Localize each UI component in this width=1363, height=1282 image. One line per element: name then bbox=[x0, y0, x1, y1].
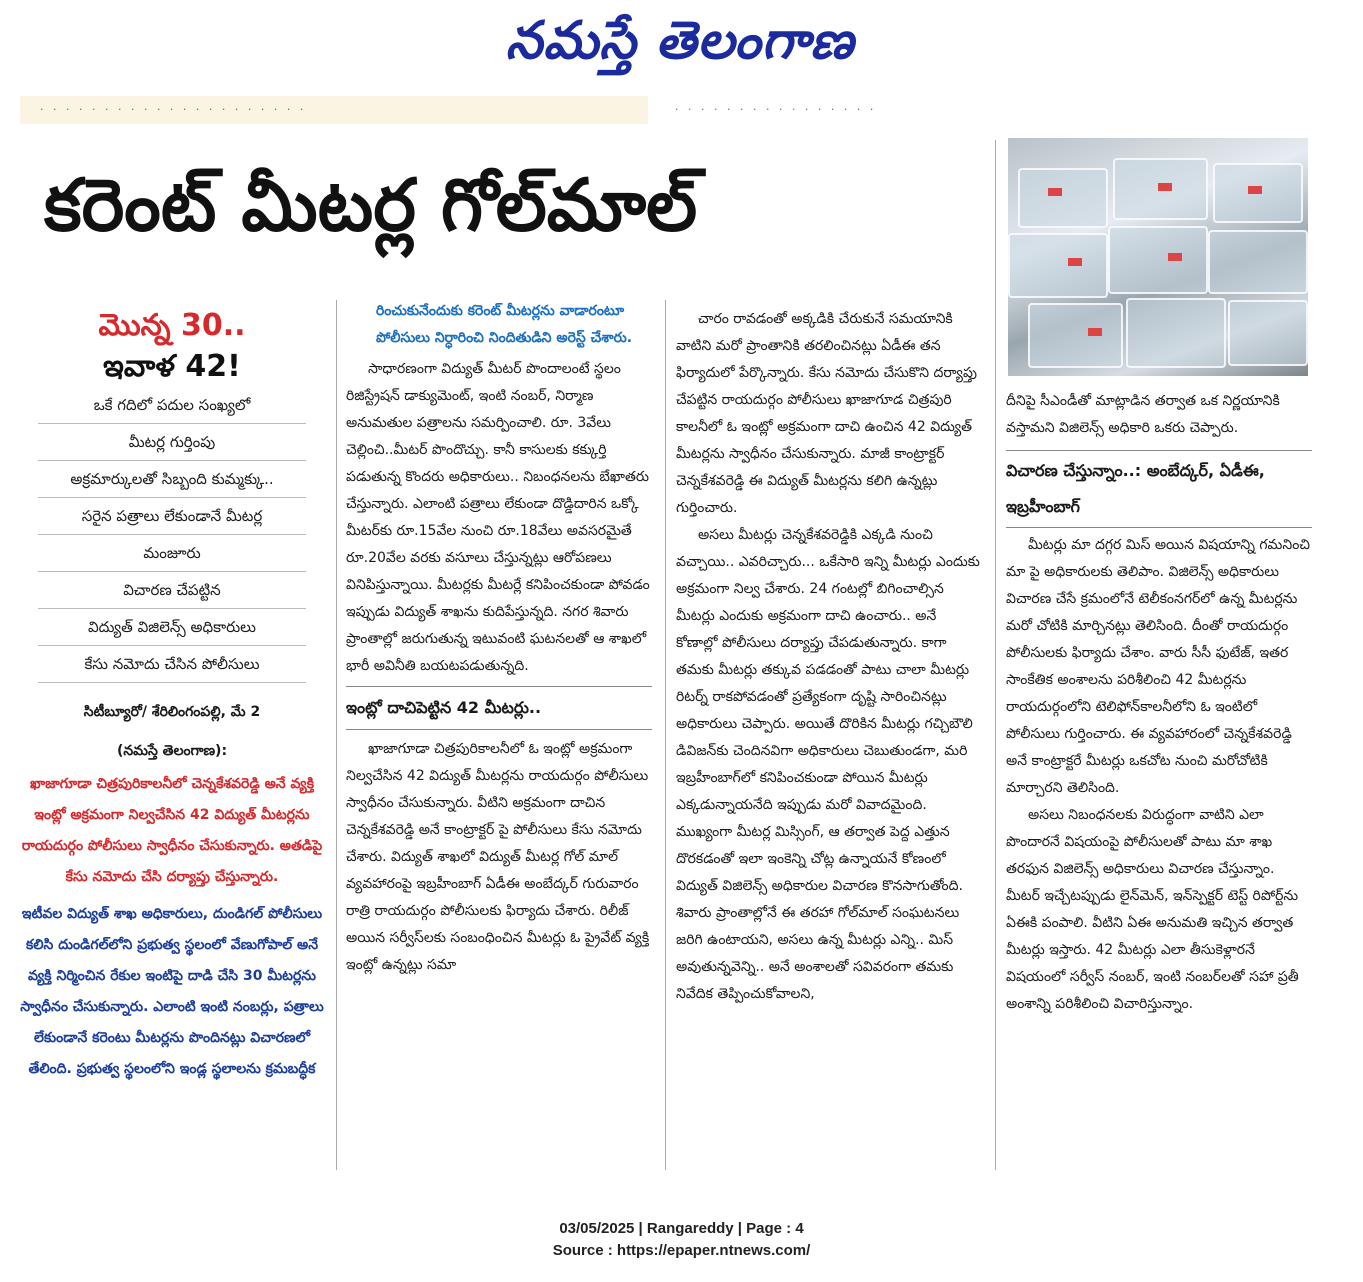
body-paragraph: అసలు నిబంధనలకు విరుద్ధంగా వాటిని ఎలా పొందారనే విషయంపై పోలీసులతో పాటు మా శాఖ తరఫున విజిలెన్స్ అధికారులు విచారణ చేస్తున్నాం. మీటర్ ఇచ్చేటప్పుడు లైన్‌మెన్, ఇన్‌స్పెక్టర్ టెస్ట్ రిపోర్ట్‌ను ఏఈకి పంపాలి. వీటిని ఏఈ అనుమతి ఇచ్చిన తర్వాత మీటర్లు ఇస్తారు. 42 మీటర్లు ఎలా తీసుకెళ్లారనే విషయంలో సర్వీస్ నంబర్, ఇంటి నంబర్‌లతో సహా ప్రతీ అంశాన్ని పరిశీలించి విచారిస్తున్నాం. bbox=[1006, 807, 1299, 1012]
column-divider bbox=[336, 300, 337, 1170]
deck-line: విచారణ చేపట్టిన bbox=[38, 572, 306, 609]
edition-info: 03/05/2025 | Rangareddy | Page : 4 bbox=[559, 1220, 804, 1237]
kicker-black: ఇవాళ 42! bbox=[103, 349, 241, 384]
deck-line: మీటర్ల గుర్తింపు bbox=[38, 424, 306, 461]
page-footer bbox=[0, 1218, 1363, 1262]
summary-red: ఖాజాగూడా చిత్రపురికాలనీలో చెన్నకేశవరెడ్డి అనే వ్యక్తి ఇంట్లో అక్రమంగా నిల్వచేసిన 42 విద్యుత్ మీటర్లను రాయదుర్గం పోలీసులు స్వాధీనం చేసుకున్నారు. అతడిపై కేసు నమోదు చేసి దర్యాప్తు చేస్తున్నారు. bbox=[21, 776, 323, 885]
summary-blue: ఇటీవల విద్యుత్ శాఖ అధికారులు, దుండిగల్ పోలీసులు కలిసి దుండిగల్‌లోని ప్రభుత్వ స్థలంలో వేణుగోపాల్ అనే వ్యక్తి నిర్మించిన రేకుల ఇంటిపై దాడి చేసి 30 మీటర్లను స్వాధీనం చేసుకున్నారు. ఎలాంటి ఇంటి నంబర్లు, పత్రాలు లేకుండానే కరెంటు మీటర్లను పొందినట్లు విచారణలో తేలింది. ప్రభుత్వ స్థలంలోని ఇండ్ల స్థలాలను క్రమబద్ధీక bbox=[20, 906, 324, 1077]
body-paragraph: ఖాజాగూడా చిత్రపురికాలనీలో ఓ ఇంట్లో అక్రమంగా నిల్వచేసిన 42 విద్యుత్ మీటర్లను రాయదుర్గం పోలీసులు స్వాధీనం చేసుకున్నారు. వీటిని అక్రమంగా దాచిన చెన్నకేశవరెడ్డి అనే కాంట్రాక్టర్ పై పోలీసులు కేసు నమోదు చేశారు. విద్యుత్ శాఖలో విద్యుత్ మీటర్ల గోల్ మాల్ వ్యవహారంపై ఇబ్రహీంబాగ్ ఏడీఈ అంబేద్కర్ గురువారం రాత్రి రాయదుర్గం పోలీసులకు ఫిర్యాదు చేశారు. రిలీజ్ అయిన సర్వీస్‌లకు సంబంధించిన మీటర్లు ఓ ప్రైవేట్ వ్యక్తి ఇంట్లో ఉన్నట్లు సమా bbox=[346, 741, 650, 973]
deck-line: ఒకే గదిలో పదుల సంఖ్యలో bbox=[38, 387, 306, 424]
deck-line: కేసు నమోదు చేసిన పోలీసులు bbox=[38, 646, 306, 683]
column-sidebar bbox=[18, 305, 326, 1085]
dateline: సిటీబ్యూరో/ శేరిలింగంపల్లి, మే 2 bbox=[83, 704, 261, 720]
column-divider bbox=[665, 300, 666, 1170]
subheading: ఇంట్లో దాచిపెట్టిన 42 మీటర్లు.. bbox=[346, 686, 652, 730]
column-2 bbox=[346, 298, 652, 979]
deck-line: అక్రమార్కులతో సిబ్బంది కుమ్మక్కు.. bbox=[38, 461, 306, 498]
subheading: విచారణ చేస్తున్నాం..: అంబేద్కర్, ఏడీఈ, ఇబ్రహీంబాగ్ bbox=[1006, 450, 1312, 528]
article-headline: కరెంట్ మీటర్ల గోల్‌మాల్ bbox=[44, 163, 698, 247]
column-4 bbox=[1006, 388, 1312, 1018]
body-paragraph: అసలు మీటర్లు చెన్నకేశవరెడ్డికి ఎక్కడి నుంచి వచ్చాయి.. ఎవరిచ్చారు... ఒకేసారి ఇన్ని మీటర్లు ఎందుకు అక్రమంగా నిల్వ చేశారు. 24 గంటల్లో బిగించాల్సిన మీటర్లు ఎందుకు అక్రమంగా దాచి ఉంచారు.. అనే కోణాల్లో పోలీసులు దర్యాప్తు చేపడుతున్నారు. కాగా తమకు మీటర్లు తక్కువ పడడంతో పాటు చాలా మీటర్లు రిటర్న్ రాకపోవడంతో ప్రత్యేకంగా దృష్టి సారించినట్లు అధికారులు చెప్పారు. అయితే దొరికిన మీటర్లు గచ్చిబౌలి డివిజన్‌కు చెందినవిగా అధికారులు చెబుతుండగా, మరి ఇబ్రహీంబాగ్‌లో కనిపించకుండా పోయిన మీటర్లు ఎక్కడున్నాయనేది ఇప్పుడు మరో వివాదమైంది. ముఖ్యంగా మీటర్ల మిస్సింగ్, ఆ తర్వాత పెద్ద ఎత్తున దొరకడంతో ఇలా ఇంకెన్ని చోట్ల ఉన్నాయనే కోణంలో విద్యుత్ విజిలెన్స్ అధికారుల విచారణ కొనసాగుతోంది. శివారు ప్రాంతాల్లోనే ఈ తరహా గోల్‌మాల్ సంఘటనలు జరిగి ఉంటాయని, అసలు ఉన్న మీటర్లు ఎన్ని.. మిస్ అవుతున్నవెన్ని.. అనే అంశాలతో సవివరంగా తమకు నివేదిక తెప్పించుకోవాలని, bbox=[676, 527, 980, 1002]
source-link[interactable]: Source : https://epaper.ntnews.com/ bbox=[552, 1242, 811, 1259]
deck-line: మంజూరు bbox=[38, 535, 306, 572]
deck-line: సరైన పత్రాలు లేకుండానే మీటర్ల bbox=[38, 498, 306, 535]
column-3 bbox=[676, 306, 982, 1008]
body-paragraph: సాధారణంగా విద్యుత్ మీటర్ పొందాలంటే స్థలం రిజిస్ట్రేషన్ డాక్యుమెంట్, ఇంటి నంబర్, నిర్మాణ అనుమతుల పత్రాలను సమర్పించాలి. రూ. 3వేలు చెల్లించి..మీటర్ పొందొచ్చు. కానీ కాసులకు కక్కుర్తి పడుతున్న కొందరు అధికారులు.. నిబంధనలను బేఖాతరు చేస్తున్నారు. ఎలాంటి పత్రాలు లేకుండా దొడ్డిదారిన ఒక్కో మీటర్‌కు రూ.15వేల నుంచి రూ.18వేలు అవసరమైతే రూ.20వేల వరకు వసూలు చేస్తున్నట్లు ఆరోపణలు వినిపిస్తున్నాయి. మీటర్లకు మీటర్లే కనిపించకుండా పోవడం ఇప్పుడు విద్యుత్ శాఖను కుదిపేస్తున్నది. నగర శివారు ప్రాంతాల్లో జరుగుతున్న ఇటువంటి ఘటనలతో ఆ శాఖలో భారీ అవినీతి బయటపడుతున్నది. bbox=[346, 361, 650, 674]
column-divider bbox=[995, 140, 996, 1170]
source-credit: (నమస్తే తెలంగాణ): bbox=[116, 743, 228, 759]
ticker-left: · · · · · · · · · · · · · · · · · · · · · bbox=[20, 96, 648, 124]
masthead bbox=[0, 0, 1363, 92]
ticker-right: · · · · · · · · · · · · · · · · bbox=[655, 96, 1305, 124]
kicker-red: మొన్న 30.. bbox=[98, 308, 246, 343]
body-paragraph: చారం రావడంతో అక్కడికి చేరుకునే సమయానికి వాటిని మరో ప్రాంతానికి తరలించినట్లు ఏడీఈ తన ఫిర్యాదులో పేర్కొన్నారు. కేసు నమోదు చేసుకొని దర్యాప్తు చేపట్టిన రాయదుర్గం పోలీసులు ఖాజాగూడ చిత్రపురి కాలనీలో ఓ ఇంట్లో అక్రమంగా దాచి ఉంచిన 42 విద్యుత్ మీటర్లను స్వాధీనం చేసుకున్నారు. మాజీ కాంట్రాక్టర్ చెన్నకేశవరెడ్డి ఈ విద్యుత్ మీటర్లను కలిగి ఉన్నట్లు గుర్తించారు. bbox=[676, 311, 977, 516]
meters-photo bbox=[1008, 138, 1308, 376]
deck-line: విద్యుత్ విజిలెన్స్ అధికారులు bbox=[38, 609, 306, 646]
body-paragraph: మీటర్లు మా దగ్గర మిస్ అయిన విషయాన్ని గమనించి మా పై అధికారులకు తెలిపాం. విజిలెన్స్ అధికారులు విచారణ చేసే క్రమంలోనే టెలీకంనగర్‌లో ఉన్న మీటర్లను మరో చోటికి మార్చినట్లు తెలిసింది. దీంతో రాయదుర్గం పోలీసులకు ఫిర్యాదు చేశాం. వారు సీసీ ఫుటేజ్, ఇతర సాంకేతిక అంశాలను పరిశీలించి 42 మీటర్లను రాయదుర్గంలోని టెలిఫోన్‌కాలనీలోని ఓ ఇంటిలో పోలీసులు గుర్తించారు. ఈ వ్యవహారంలో చెన్నకేశవరెడ్డి అనే కాంట్రాక్టరే మీటర్లు ఒకచోట నుంచి మరోచోటికి మార్చారని తెలిసింది. bbox=[1006, 537, 1311, 796]
lead-text: రించుకునేందుకు కరెంట్ మీటర్లను వాడారంటూ పోలీసులు నిర్ధారించి నిందితుడిని అరెస్ట్ చేశారు. bbox=[376, 303, 633, 346]
newspaper-logo: నమస్తే తెలంగాణ bbox=[505, 11, 855, 71]
body-paragraph: దీనిపై సీఎండీతో మాట్లాడిన తర్వాత ఒక నిర్ణయానికి వస్తామని విజిలెన్స్ అధికారి ఒకరు చెప్పారు. bbox=[1006, 393, 1280, 436]
